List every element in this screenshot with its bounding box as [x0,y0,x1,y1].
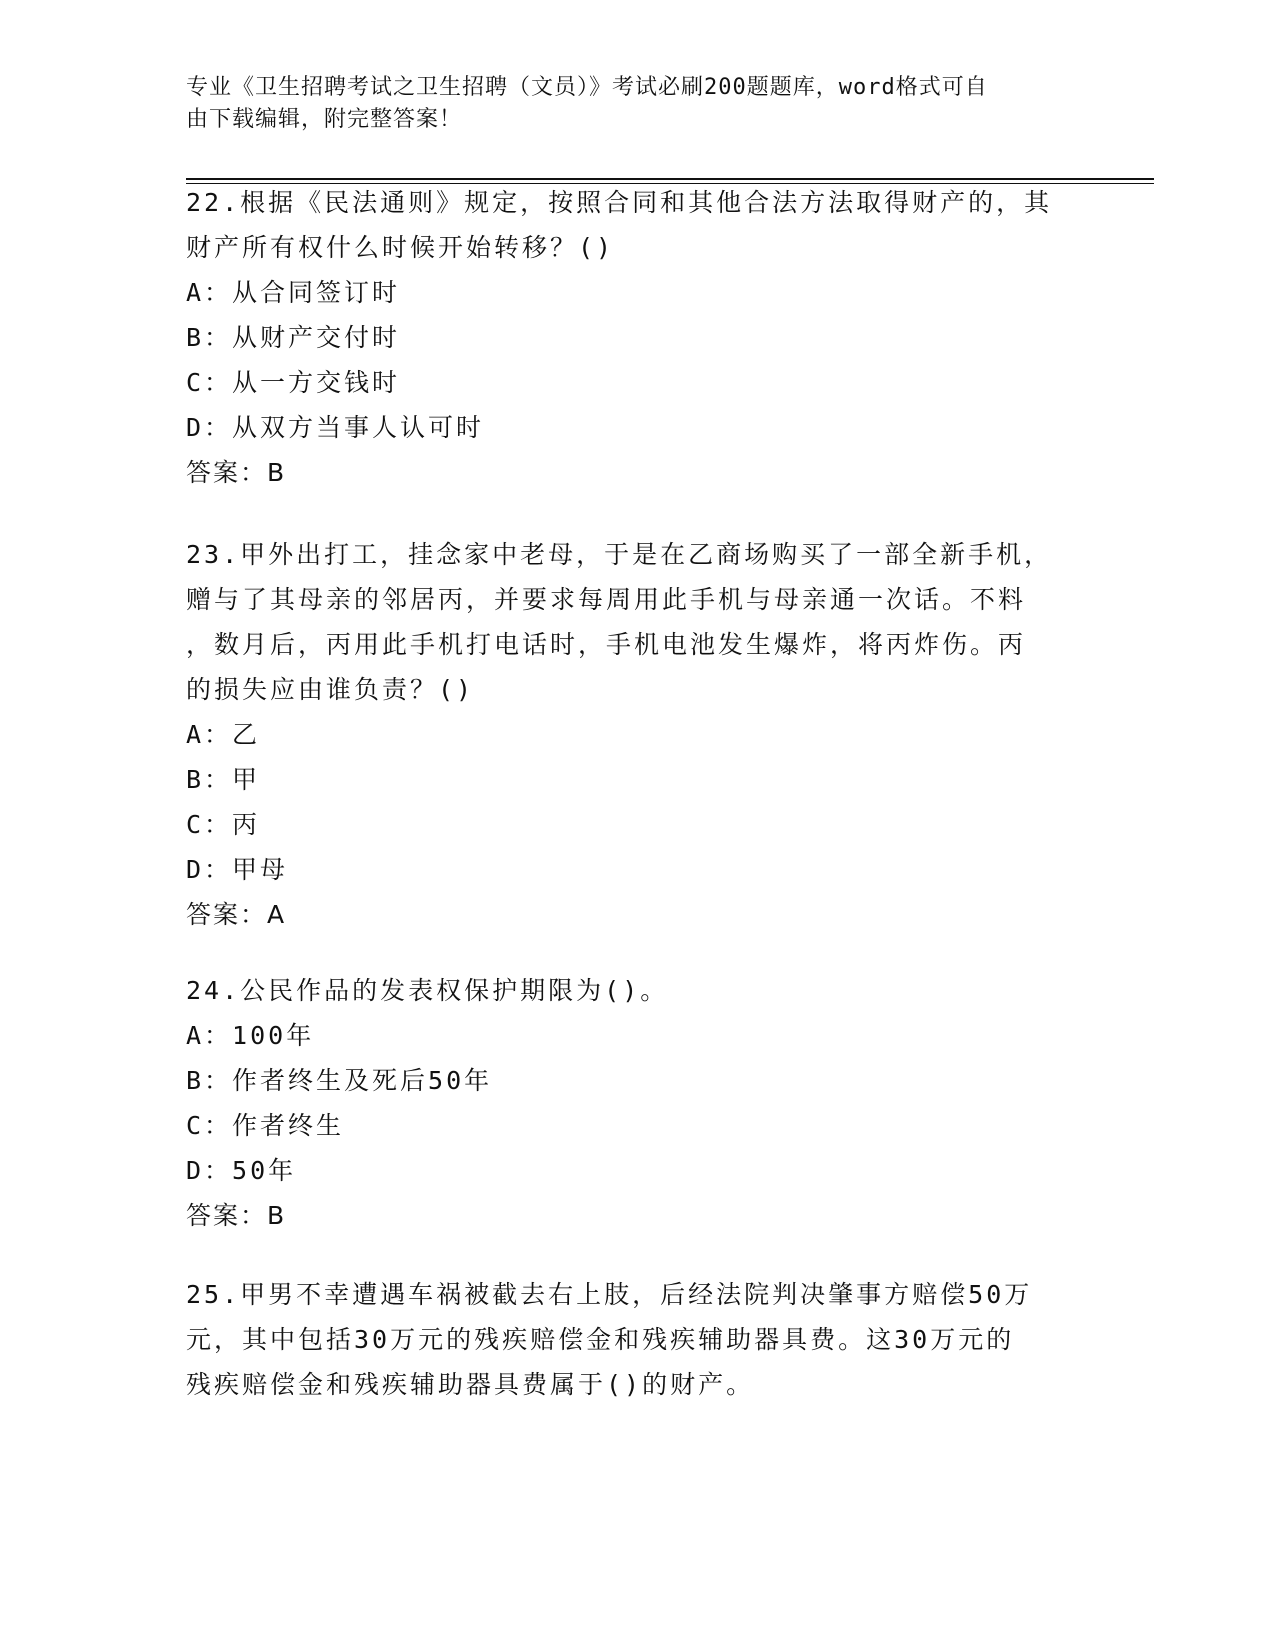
question-24 [186,968,1086,1238]
header-line-1: 专业《卫生招聘考试之卫生招聘（文员）》考试必刷200题题库，word格式可自 [186,75,988,100]
question-25 [186,1272,1086,1407]
question-stem-line: 元，其中包括30万元的残疾赔偿金和残疾辅助器具费。这30万元的 [186,1325,1015,1354]
question-stem-line: 的损失应由谁负责？() [186,675,475,704]
option-c: C：作者终生 [186,1111,345,1140]
question-stem-line: ，数月后，丙用此手机打电话时，手机电池发生爆炸，将丙炸伤。丙 [186,630,1027,659]
option-d: D：从双方当事人认可时 [186,413,485,442]
question-stem-line: 残疾赔偿金和残疾辅助器具费属于()的财产。 [186,1370,755,1399]
option-a: A：乙 [186,720,261,749]
question-stem-line: 财产所有权什么时候开始转移？() [186,233,615,262]
question-22 [186,180,1086,495]
question-stem-line: 24.公民作品的发表权保护期限为()。 [186,976,669,1005]
option-a: A：从合同签订时 [186,278,401,307]
question-stem-line: 22.根据《民法通则》规定，按照合同和其他合法方法取得财产的，其 [186,188,1053,217]
option-d: D：甲母 [186,855,289,884]
option-a: A：100年 [186,1021,315,1050]
option-b: B：甲 [186,765,261,794]
answer: 答案：A [186,900,287,929]
option-c: C：从一方交钱时 [186,368,401,397]
header-line-2: 由下载编辑，附完整答案！ [186,107,463,132]
question-stem-line: 25.甲男不幸遭遇车祸被截去右上肢，后经法院判决肇事方赔偿50万 [186,1280,1033,1309]
answer: 答案：B [186,458,287,487]
option-c: C：丙 [186,810,261,839]
document-header [186,72,1066,136]
answer: 答案：B [186,1201,287,1230]
option-d: D：50年 [186,1156,297,1185]
question-stem-line: 23.甲外出打工，挂念家中老母，于是在乙商场购买了一部全新手机， [186,540,1053,569]
option-b: B：作者终生及死后50年 [186,1066,493,1095]
question-23 [186,532,1086,937]
question-stem-line: 赠与了其母亲的邻居丙，并要求每周用此手机与母亲通一次话。不料 [186,585,1027,614]
option-b: B：从财产交付时 [186,323,401,352]
